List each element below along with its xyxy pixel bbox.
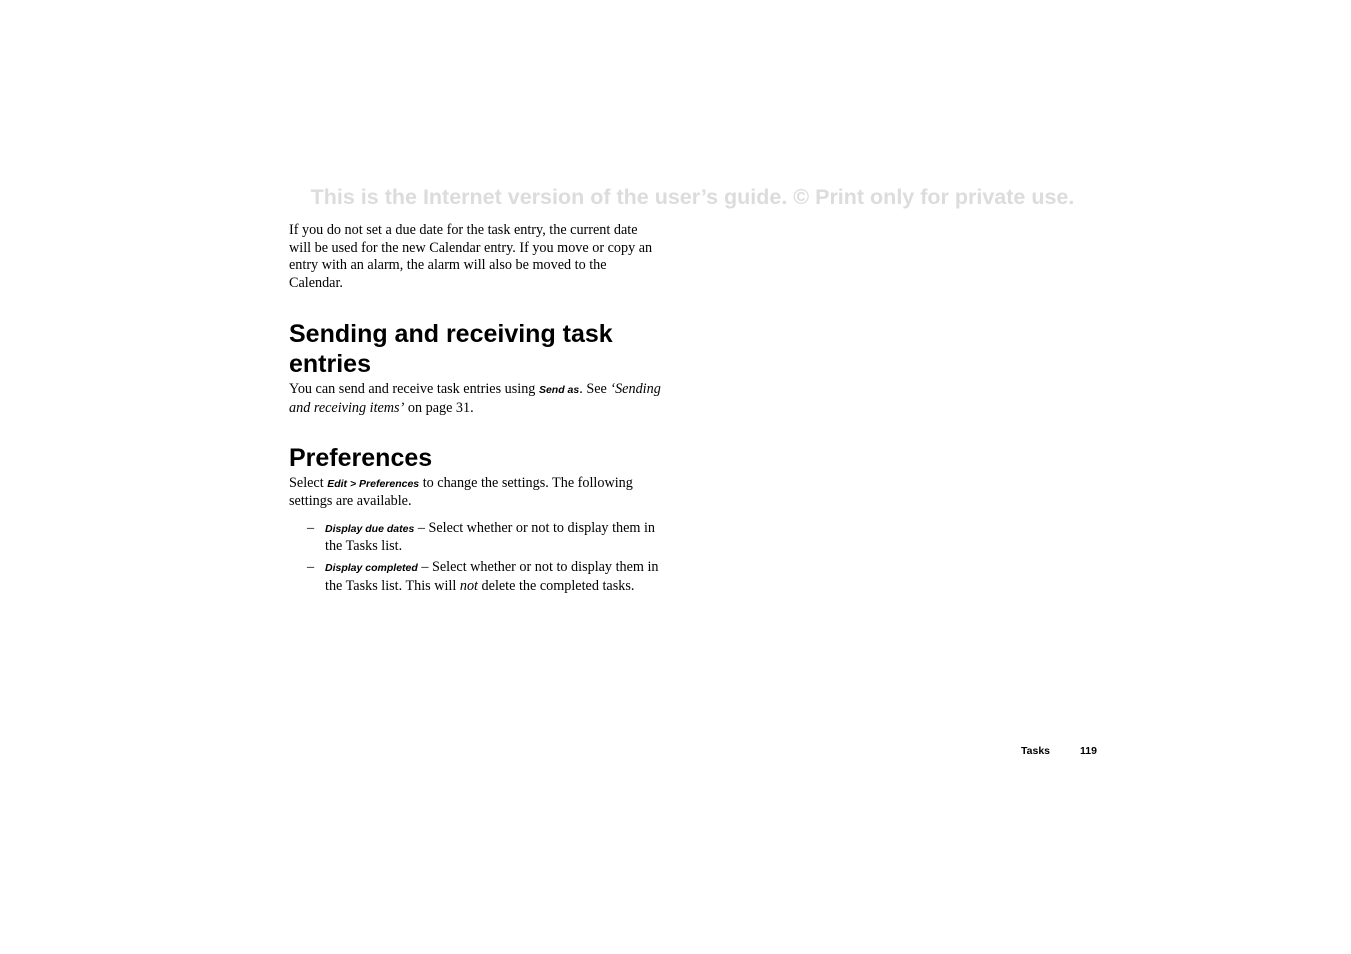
- preferences-text-before: Select: [289, 474, 328, 491]
- intro-paragraph: If you do not set a due date for the task entry, the current date will be used for the new Calendar entry. If you move or copy an entry with an alarm, the alarm will also be moved to the Calendar.: [289, 222, 653, 291]
- sending-text-mid: . See: [579, 381, 611, 398]
- list-item: [289, 520, 661, 556]
- main-column: [289, 222, 661, 598]
- display-completed-setting: Display completed: [325, 561, 418, 574]
- list-dash: –: [307, 558, 315, 575]
- setting-emphasis: not: [459, 577, 478, 594]
- sending-paragraph: [289, 381, 661, 417]
- setting-description-end: delete the completed tasks.: [478, 577, 635, 594]
- sending-text-before: You can send and receive task entries using: [289, 381, 539, 398]
- preferences-text-after: to change the settings. The following settings are available.: [289, 474, 633, 510]
- list-item: [289, 559, 661, 595]
- list-dash: –: [307, 519, 315, 536]
- edit-preferences-command: Edit > Preferences: [327, 477, 420, 490]
- send-as-command: Send as: [538, 384, 580, 397]
- preferences-paragraph: [289, 475, 661, 511]
- footer-page-number: 119: [1080, 745, 1097, 757]
- heading-sending-receiving: Sending and receiving task entries: [289, 320, 613, 379]
- display-due-dates-setting: Display due dates: [325, 522, 415, 535]
- footer-section-title: Tasks: [1021, 745, 1050, 757]
- sending-text-after: on page 31.: [404, 399, 474, 416]
- sending-reference-link[interactable]: ‘Sending and receiving items’: [289, 381, 661, 416]
- settings-list: [289, 520, 661, 595]
- watermark-notice: This is the Internet version of the user’s guide. © Print only for private use.: [310, 185, 1075, 209]
- heading-preferences: Preferences: [289, 443, 433, 472]
- setting-description: – Select whether or not to display them in the Tasks list.: [325, 519, 656, 555]
- setting-description: – Select whether or not to display them in the Tasks list. This will: [325, 558, 659, 594]
